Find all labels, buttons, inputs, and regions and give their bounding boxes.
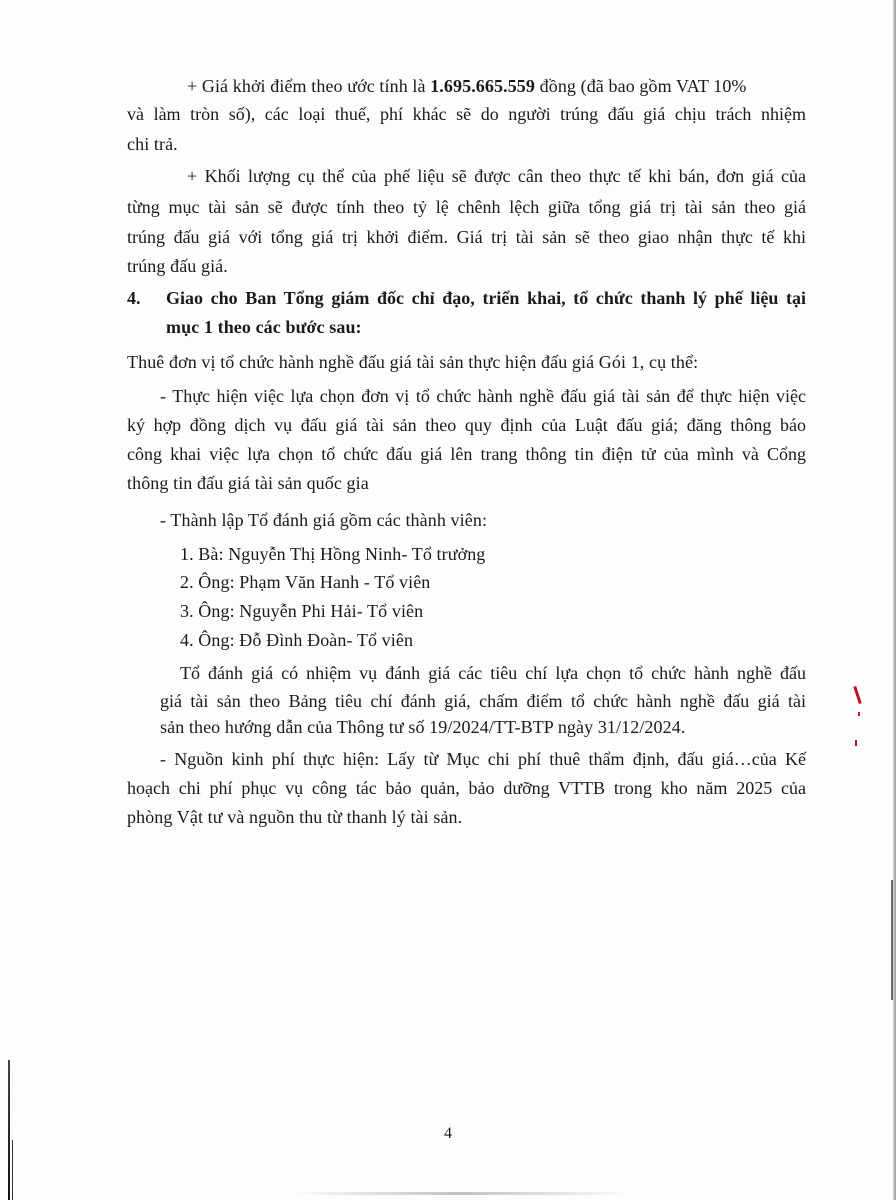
section-title-line-1: Giao cho Ban Tổng giám đốc chỉ đạo, triển khai, tổ chức thanh lý phế liệu tại: [166, 288, 806, 308]
red-ink-mark: [853, 686, 861, 704]
team-member-1: 1. Bà: Nguyễn Thị Hồng Ninh- Tổ trưởng: [180, 544, 486, 564]
red-ink-dot-2: [855, 740, 857, 746]
duty-line-1: Tổ đánh giá có nhiệm vụ đánh giá các tiêu chí lựa chọn tổ chức hành nghề đấu: [180, 663, 806, 683]
price-line-1: [187, 75, 747, 97]
fund-line-1: - Nguồn kinh phí thực hiện: Lấy từ Mục chi phí thuê thẩm định, đấu giá…của Kế: [160, 749, 806, 769]
price-amount: 1.695.665.559: [430, 76, 536, 96]
price-text-b: đồng (đã bao gồm VAT 10%: [535, 76, 747, 96]
scan-edge-left-2: [12, 1140, 13, 1200]
weight-line-4: trúng đấu giá.: [127, 256, 228, 276]
weight-line-1: + Khối lượng cụ thể của phế liệu sẽ được cân theo thực tế khi bán, đơn giá của: [187, 166, 806, 186]
fund-line-3: phòng Vật tư và nguồn thu từ thanh lý tài sản.: [127, 807, 463, 827]
weight-line-2: từng mục tài sản sẽ được tính theo tỷ lệ chênh lệch giữa tổng giá trị tài sản theo giá: [127, 197, 806, 217]
select-line-4: thông tin đấu giá tài sản quốc gia: [127, 473, 369, 493]
scan-edge-left: [8, 1060, 10, 1200]
section-title-line-2: mục 1 theo các bước sau:: [166, 317, 362, 337]
section-number: 4.: [127, 288, 141, 308]
fund-line-2: hoạch chi phí phục vụ công tác bảo quản, bảo dưỡng VTTB trong kho năm 2025 của: [127, 778, 806, 798]
select-line-2: ký hợp đồng dịch vụ đấu giá tài sản theo quy định của Luật đấu giá; đăng thông báo: [127, 415, 806, 435]
scan-edge-right-2: [891, 880, 893, 1000]
team-intro: - Thành lập Tổ đánh giá gồm các thành viên:: [160, 510, 488, 530]
red-ink-dot-1: [858, 712, 860, 716]
select-line-3: công khai việc lựa chọn tổ chức đấu giá lên trang thông tin điện tử của mình và Cổng: [127, 444, 806, 464]
price-line-3: chi trả.: [127, 134, 178, 154]
team-member-3: 3. Ông: Nguyễn Phi Hải- Tổ viên: [180, 601, 424, 621]
intro-line: Thuê đơn vị tổ chức hành nghề đấu giá tài sản thực hiện đấu giá Gói 1, cụ thể:: [127, 352, 699, 372]
price-text-a: + Giá khởi điểm theo ước tính là: [187, 76, 431, 96]
weight-line-3: trúng đấu giá với tổng giá trị khởi điểm. Giá trị tài sản sẽ theo giao nhận thực tế khi: [127, 227, 806, 247]
team-member-4: 4. Ông: Đỗ Đình Đoàn- Tổ viên: [180, 630, 414, 650]
team-member-2: 2. Ông: Phạm Văn Hanh - Tổ viên: [180, 572, 431, 592]
duty-line-3: sản theo hướng dẫn của Thông tư số 19/2024/TT-BTP ngày 31/12/2024.: [160, 717, 686, 737]
page-number: 4: [444, 1125, 452, 1142]
select-line-1: - Thực hiện việc lựa chọn đơn vị tổ chức hành nghề đấu giá tài sản để thực hiện việc: [160, 386, 806, 406]
price-line-2: và làm tròn số), các loại thuế, phí khác sẽ do người trúng đấu giá chịu trách nhiệm: [127, 104, 806, 124]
duty-line-2: giá tài sản theo Bảng tiêu chí đánh giá, chấm điểm tổ chức hành nghề đấu giá tài: [160, 691, 806, 711]
scan-bottom-smudge: [290, 1192, 630, 1195]
